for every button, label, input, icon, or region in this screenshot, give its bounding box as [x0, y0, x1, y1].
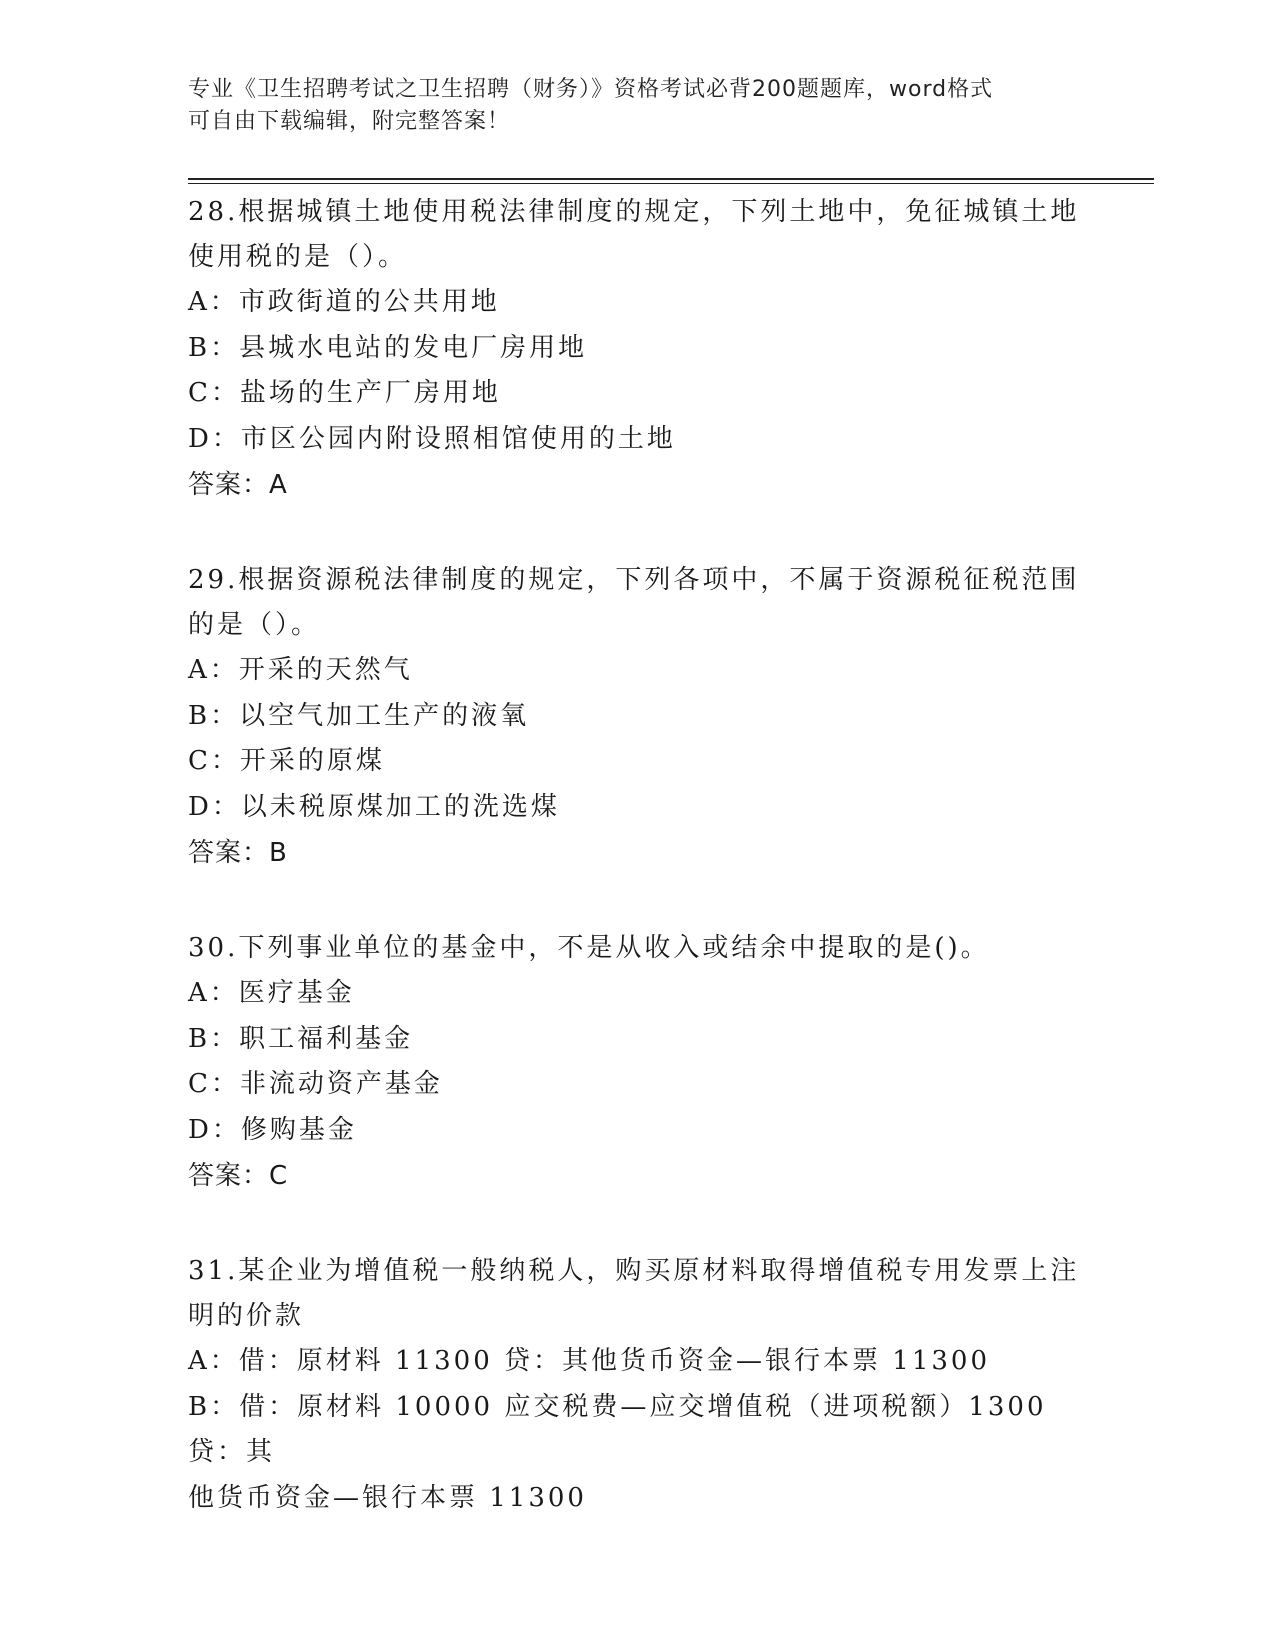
answer: 答案：B: [188, 838, 288, 868]
spacer: [188, 508, 1088, 558]
header-line-1: 专业《卫生招聘考试之卫生招聘（财务）》资格考试必背200题题库，word格式: [188, 77, 994, 102]
option-b: B：县城水电站的发电厂房用地: [188, 332, 588, 363]
option-b: B：职工福利基金: [188, 1023, 414, 1054]
option-b: B：借：原材料 10000 应交税费—应交增值税（进项税额）1300 贷：其: [188, 1391, 1047, 1467]
option-a: A：市政街道的公共用地: [188, 287, 500, 317]
header-line-2: 可自由下载编辑，附完整答案！: [188, 109, 511, 134]
option-c: C：开采的原煤: [188, 746, 385, 776]
option-b-continued: 他货币资金—银行本票 11300: [188, 1482, 587, 1513]
question-list: [188, 190, 1088, 1521]
option-a: A：开采的天然气: [188, 655, 413, 685]
option-a: A：医疗基金: [188, 978, 355, 1008]
question-text: 明的价款: [188, 1301, 305, 1331]
header-divider-thin: [188, 183, 1154, 184]
option-d: D：修购基金: [188, 1114, 357, 1145]
question-28: [188, 190, 1088, 508]
option-d: D：市区公园内附设照相馆使用的土地: [188, 423, 676, 454]
question-text: 28.根据城镇土地使用税法律制度的规定，下列土地中，免征城镇土地: [188, 197, 1080, 227]
question-30: [188, 926, 1088, 1199]
option-a: A：借：原材料 11300 贷：其他货币资金—银行本票 11300: [188, 1346, 990, 1376]
option-c: C：非流动资产基金: [188, 1069, 443, 1099]
question-29: [188, 558, 1088, 876]
option-c: C：盐场的生产厂房用地: [188, 378, 501, 408]
header-divider-thick: [188, 178, 1154, 180]
document-header: [188, 74, 1068, 138]
spacer: [188, 876, 1088, 926]
answer: 答案：A: [188, 470, 288, 500]
question-text: 30.下列事业单位的基金中，不是从收入或结余中提取的是()。: [188, 933, 990, 963]
option-d: D：以未税原煤加工的洗选煤: [188, 791, 560, 822]
question-text: 的是（）。: [188, 610, 321, 640]
question-text: 使用税的是（）。: [188, 242, 408, 272]
option-b: B：以空气加工生产的液氧: [188, 700, 530, 731]
question-31: [188, 1249, 1088, 1521]
question-text: 31.某企业为增值税一般纳税人，购买原材料取得增值税专用发票上注: [188, 1256, 1080, 1286]
question-text: 29.根据资源税法律制度的规定，下列各项中，不属于资源税征税范围: [188, 565, 1080, 595]
spacer: [188, 1199, 1088, 1249]
answer: 答案：C: [188, 1161, 289, 1191]
